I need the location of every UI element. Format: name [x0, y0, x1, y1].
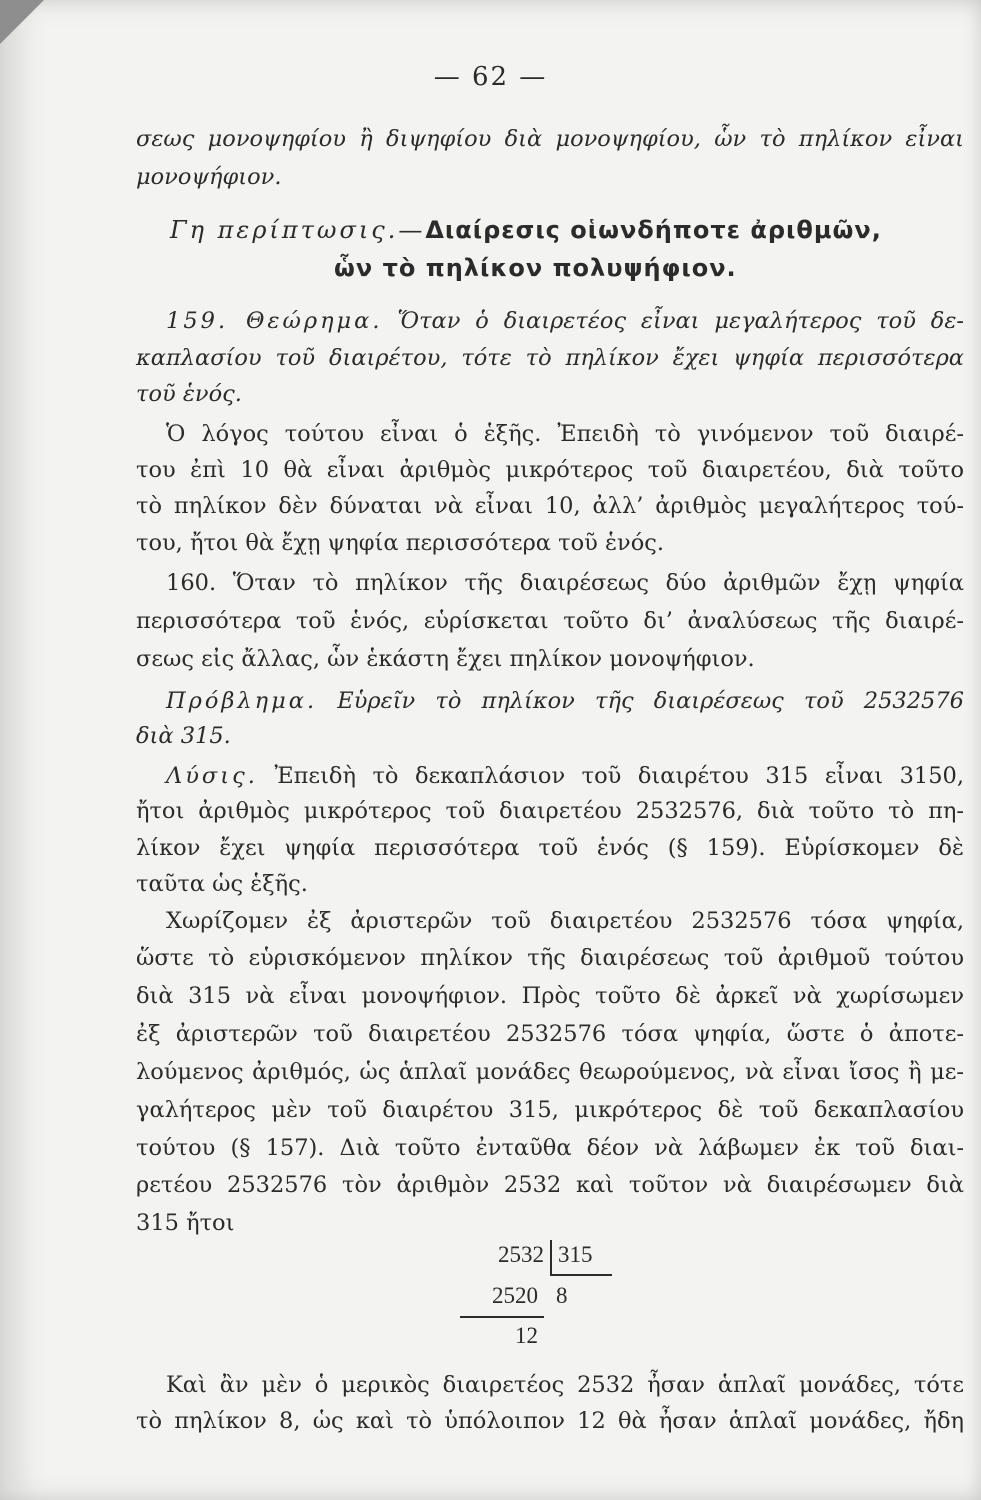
theorem-label: 159. Θεώρημα. [166, 308, 383, 334]
division-subtraction-rule [460, 1316, 544, 1318]
text-line: τοῦ ἑνός. [136, 381, 242, 407]
text-line: ἤτοι ἀριθμὸς μικρότερος τοῦ διαιρετέου 2532576, διὰ τοῦτο τὸ πη- [136, 798, 964, 824]
division-remainder: 12 [515, 1323, 538, 1348]
text-line: Ὁ λόγος τούτου εἶναι ὁ ἑξῆς. Ἐπειδὴ τὸ γινόμενον τοῦ διαιρέ- [166, 421, 964, 447]
section-title-cont: ὧν τὸ πηλίκον πολυψήφιον. [334, 254, 737, 282]
solution-text: Ἐπειδὴ τὸ δεκαπλάσιον τοῦ διαιρέτου 315 εἶναι 3150, [274, 763, 965, 789]
text-line: μονοψήφιον. [136, 164, 282, 190]
solution-line [166, 765, 964, 788]
division-divisor: 315 [558, 1242, 593, 1267]
text-line: τούτου (§ 157). Διὰ τοῦτο ἐνταῦθα δέον νὰ λάβωμεν ἐκ τοῦ διαι- [136, 1135, 964, 1161]
text-line: λούμενος ἀριθμός, ὡς ἁπλαῖ μονάδες θεωρούμενος, νὰ εἶναι ἴσος ἢ με- [136, 1059, 964, 1085]
text-line: του ἐπὶ 10 θὰ εἶναι ἀριθμὸς μικρότερος τοῦ διαιρετέου, διὰ τοῦτο [136, 457, 964, 483]
problem-text: Εὑρεῖν τὸ πηλίκον τῆς διαιρέσεως τοῦ 2532576 [337, 688, 964, 714]
division-quotient: 8 [556, 1283, 568, 1308]
text-line: Χωρίζομεν ἐξ ἀριστερῶν τοῦ διαιρετέου 2532576 τόσα ψηφία, [166, 908, 964, 934]
text-line: τὸ πηλίκον 8, ὡς καὶ τὸ ὑπόλοιπον 12 θὰ ἦσαν ἁπλαῖ μονάδες, ἤδη [136, 1408, 964, 1434]
text-line: τὸ πηλίκον δὲν δύναται νὰ εἶναι 10, ἀλλ’ ἀριθμὸς μεγαλήτερος τού- [136, 493, 964, 519]
text-line: ταῦτα ὡς ἑξῆς. [136, 871, 308, 897]
text-line: γαλήτερος μὲν τοῦ διαιρέτου 315, μικρότερος δὲ τοῦ δεκαπλασίου [136, 1097, 964, 1123]
text-line: Καὶ ἂν μὲν ὁ μερικὸς διαιρετέος 2532 ἦσαν ἁπλαῖ μονάδες, τότε [166, 1372, 964, 1398]
theorem-line [166, 310, 964, 333]
division-product: 2520 [492, 1283, 538, 1308]
text-line: ρετέου 2532576 τὸν ἀριθμὸν 2532 καὶ τοῦτον νὰ διαιρέσωμεν διὰ [136, 1172, 964, 1198]
text-line: περισσότερα τοῦ ἑνός, εὑρίσκεται τοῦτο δι’ ἀναλύσεως τῆς διαιρέ- [136, 608, 964, 634]
text-line: καπλασίου τοῦ διαιρέτου, τότε τὸ πηλίκον ἔχει ψηφία περισσότερα [136, 345, 964, 371]
text-line: διὰ 315. [136, 723, 231, 749]
text-line: ἐξ ἀριστερῶν τοῦ διαιρετέου 2532576 τόσα ψηφία, ὥστε ὁ ἀποτε- [136, 1021, 964, 1047]
text-line: του, ἤτοι θὰ ἔχῃ ψηφία περισσότερα τοῦ ἑνός. [136, 530, 665, 556]
division-vertical-rule [550, 1240, 552, 1274]
text-line: ὥστε τὸ εὑρισκόμενον πηλίκον τῆς διαιρέσεως τοῦ ἀριθμοῦ τούτου [136, 945, 964, 971]
text-line: σεως εἰς ἄλλας, ὧν ἑκάστη ἔχει πηλίκον μονοψήφιον. [136, 646, 755, 672]
text-line: διὰ 315 νὰ εἶναι μονοψήφιον. Πρὸς τοῦτο δὲ ἀρκεῖ νὰ χωρίσωμεν [136, 983, 964, 1009]
folded-corner [0, 0, 44, 44]
section-heading [170, 218, 964, 242]
problem-line [166, 690, 964, 713]
text-line: σεως μονοψηφίου ἢ διψηφίου διὰ μονοψηφίου, ὧν τὸ πηλίκον εἶναι [136, 126, 964, 152]
theorem-text: Ὅταν ὁ διαιρετέος εἶναι μεγαλήτερος τοῦ δε- [397, 308, 964, 334]
text-line: λίκον ἔχει ψηφία περισσότερα τοῦ ἑνός (§ 159). Εὑρίσκομεν δὲ [136, 835, 964, 861]
division-divisor-rule [550, 1274, 612, 1276]
text-line: 315 ἤτοι [136, 1210, 235, 1236]
problem-label: Πρόβλημα. [166, 688, 318, 714]
page-number: — 62 — [433, 62, 548, 92]
solution-label: Λύσις. [166, 763, 258, 789]
section-title: Διαίρεσις οἱωνδήποτε ἀριθμῶν, [425, 216, 882, 244]
text-line: 160. Ὅταν τὸ πηλίκον τῆς διαιρέσεως δύο ἀριθμῶν ἔχῃ ψηφία [166, 570, 964, 596]
division-dividend: 2532 [498, 1242, 544, 1267]
section-label: Γη περίπτωσις.— [170, 216, 426, 244]
